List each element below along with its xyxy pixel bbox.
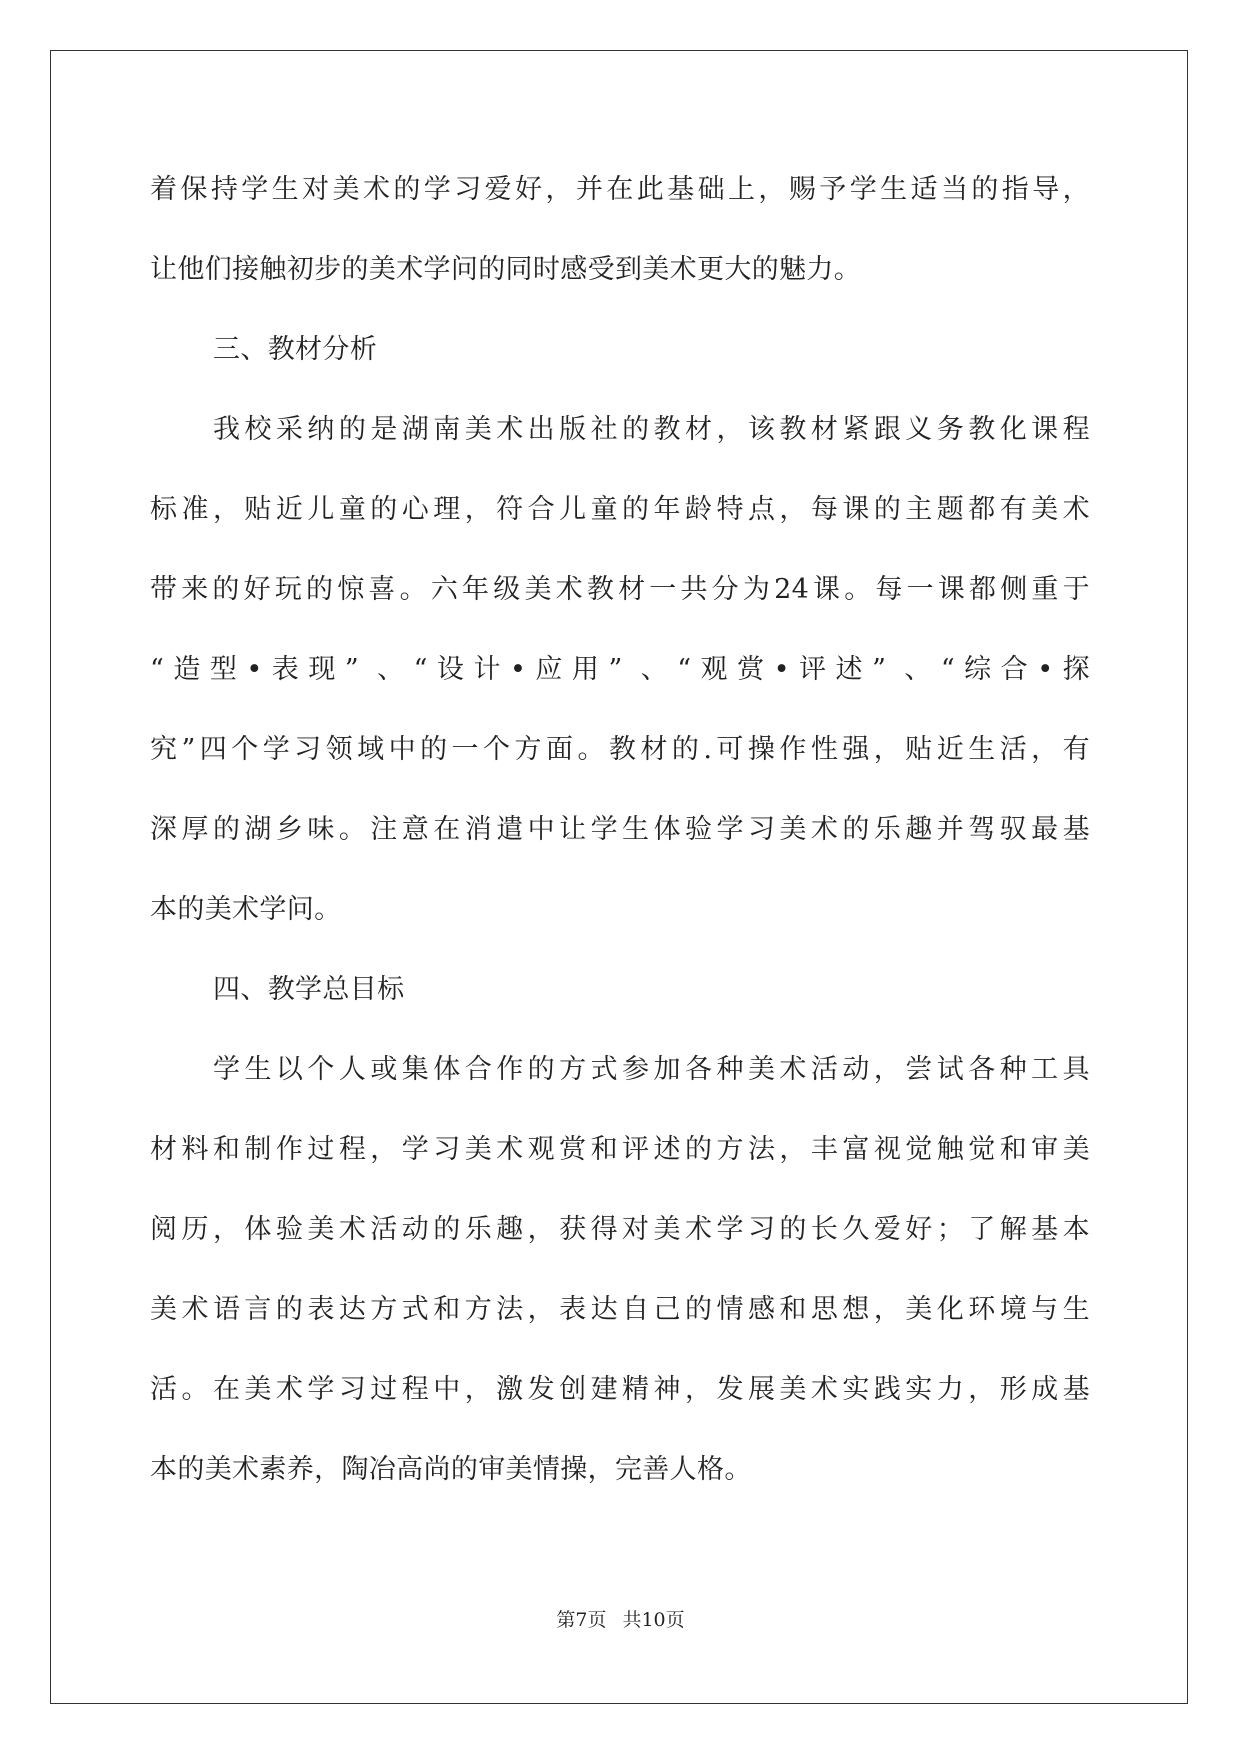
text-line: 材料和制作过程，学习美术观赏和评述的方法，丰富视觉触觉和审美 (150, 1134, 1090, 1165)
text-line: 活。在美术学习过程中，激发创建精神，发展美术实践实力，形成基 (150, 1374, 1090, 1405)
text-line: 美术语言的表达方式和方法，表达自己的情感和思想，美化环境与生 (150, 1294, 1090, 1325)
page-number: 第7页 (556, 1609, 607, 1631)
text-line: 究”四个学习领域中的一个方面。教材的.可操作性强，贴近生活，有 (150, 734, 1090, 765)
page-footer (0, 1605, 1241, 1632)
page-total: 共10页 (622, 1609, 685, 1631)
text-line: 三、教材分析 (213, 334, 378, 365)
text-line: 本的美术素养，陶冶高尚的审美情操，完善人格。 (150, 1454, 752, 1485)
text-line: 带来的好玩的惊喜。六年级美术教材一共分为24课。每一课都侧重于 (150, 574, 1090, 605)
text-line: 学生以个人或集体合作的方式参加各种美术活动，尝试各种工具 (213, 1054, 1090, 1085)
document-body (150, 150, 1090, 1510)
text-line: 深厚的湖乡味。注意在消遣中让学生体验学习美术的乐趣并驾驭最基 (150, 814, 1090, 845)
text-line: 着保持学生对美术的学习爱好，并在此基础上，赐予学生适当的指导， (150, 174, 1090, 205)
text-line: 让他们接触初步的美术学问的同时感受到美术更大的魅力。 (150, 254, 862, 285)
text-line: 我校采纳的是湖南美术出版社的教材，该教材紧跟义务教化课程 (213, 414, 1090, 445)
text-line: 标准，贴近儿童的心理，符合儿童的年龄特点，每课的主题都有美术 (150, 494, 1090, 525)
text-line: 阅历，体验美术活动的乐趣，获得对美术学习的长久爱好；了解基本 (150, 1214, 1090, 1245)
text-line: “造型•表现” 、“设计•应用” 、“观赏•评述” 、“综合•探 (150, 654, 1090, 685)
text-line: 四、教学总目标 (213, 974, 405, 1005)
text-line: 本的美术学问。 (150, 894, 342, 925)
